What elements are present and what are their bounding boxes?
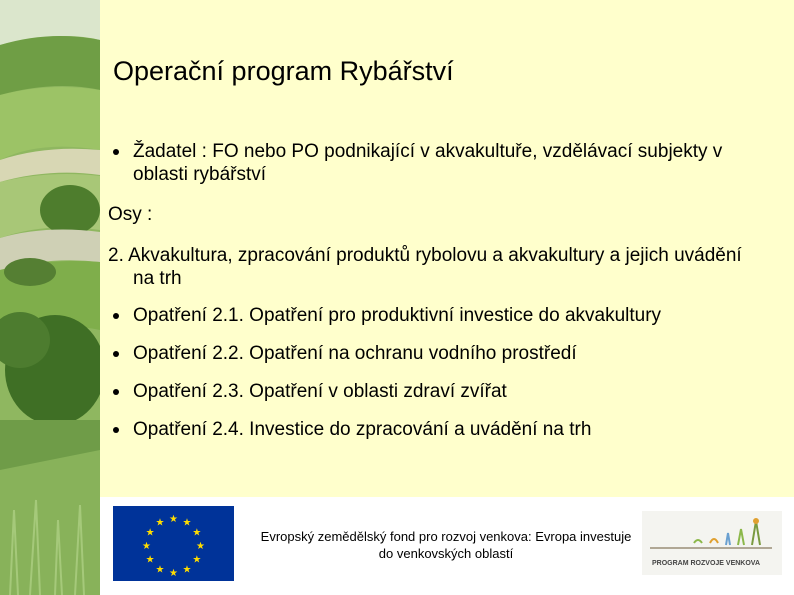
svg-text:★: ★ bbox=[196, 541, 205, 552]
program-logo-text: PROGRAM ROZVOJE VENKOVA bbox=[652, 560, 760, 567]
svg-text:★: ★ bbox=[169, 568, 178, 579]
measure-text: Opatření 2.2. Opatření na ochranu vodního prostředí bbox=[133, 343, 577, 364]
svg-text:★: ★ bbox=[145, 554, 155, 566]
svg-text:★: ★ bbox=[192, 554, 202, 566]
slide-content bbox=[108, 140, 758, 456]
svg-text:★: ★ bbox=[142, 541, 151, 552]
svg-text:★: ★ bbox=[192, 527, 202, 539]
slide-title: Operační program Rybářství bbox=[113, 56, 454, 86]
svg-text:★: ★ bbox=[182, 517, 192, 529]
bullet-icon bbox=[113, 351, 119, 357]
measure-text: Opatření 2.1. Opatření pro produktivní investice do akvakultury bbox=[133, 305, 662, 326]
applicant-item bbox=[108, 140, 758, 186]
footer-text: Evropský zemědělský fond pro rozvoj venkova: Evropa investuje do venkovských oblastí bbox=[260, 529, 632, 561]
measure-text: Opatření 2.3. Opatření v oblasti zdraví zvířat bbox=[133, 381, 507, 402]
svg-text:★: ★ bbox=[155, 564, 165, 576]
measure-item bbox=[108, 304, 758, 327]
measure-text: Opatření 2.4. Investice do zpracování a uvádění na trh bbox=[133, 419, 592, 440]
program-rozvoje-venkova-logo bbox=[642, 511, 782, 575]
eu-flag-icon bbox=[113, 506, 234, 581]
bullet-icon bbox=[113, 427, 119, 433]
measure-item bbox=[108, 342, 758, 365]
axes-label: Osy : bbox=[108, 204, 153, 225]
measure-item bbox=[108, 418, 758, 441]
bullet-icon bbox=[113, 313, 119, 319]
bullet-icon bbox=[113, 389, 119, 395]
applicant-text: Žadatel : FO nebo PO podnikající v akvakultuře, vzdělávací subjekty v oblasti rybářství bbox=[133, 141, 723, 185]
svg-text:★: ★ bbox=[182, 564, 192, 576]
svg-text:★: ★ bbox=[169, 514, 178, 525]
svg-text:★: ★ bbox=[155, 517, 165, 529]
svg-text:★: ★ bbox=[145, 527, 155, 539]
landscape-photo bbox=[0, 0, 100, 595]
axis-text: 2. Akvakultura, zpracování produktů rybolovu a akvakultury a jejich uvádění na trh bbox=[108, 245, 742, 289]
measure-item bbox=[108, 380, 758, 403]
bullet-icon bbox=[113, 149, 119, 155]
